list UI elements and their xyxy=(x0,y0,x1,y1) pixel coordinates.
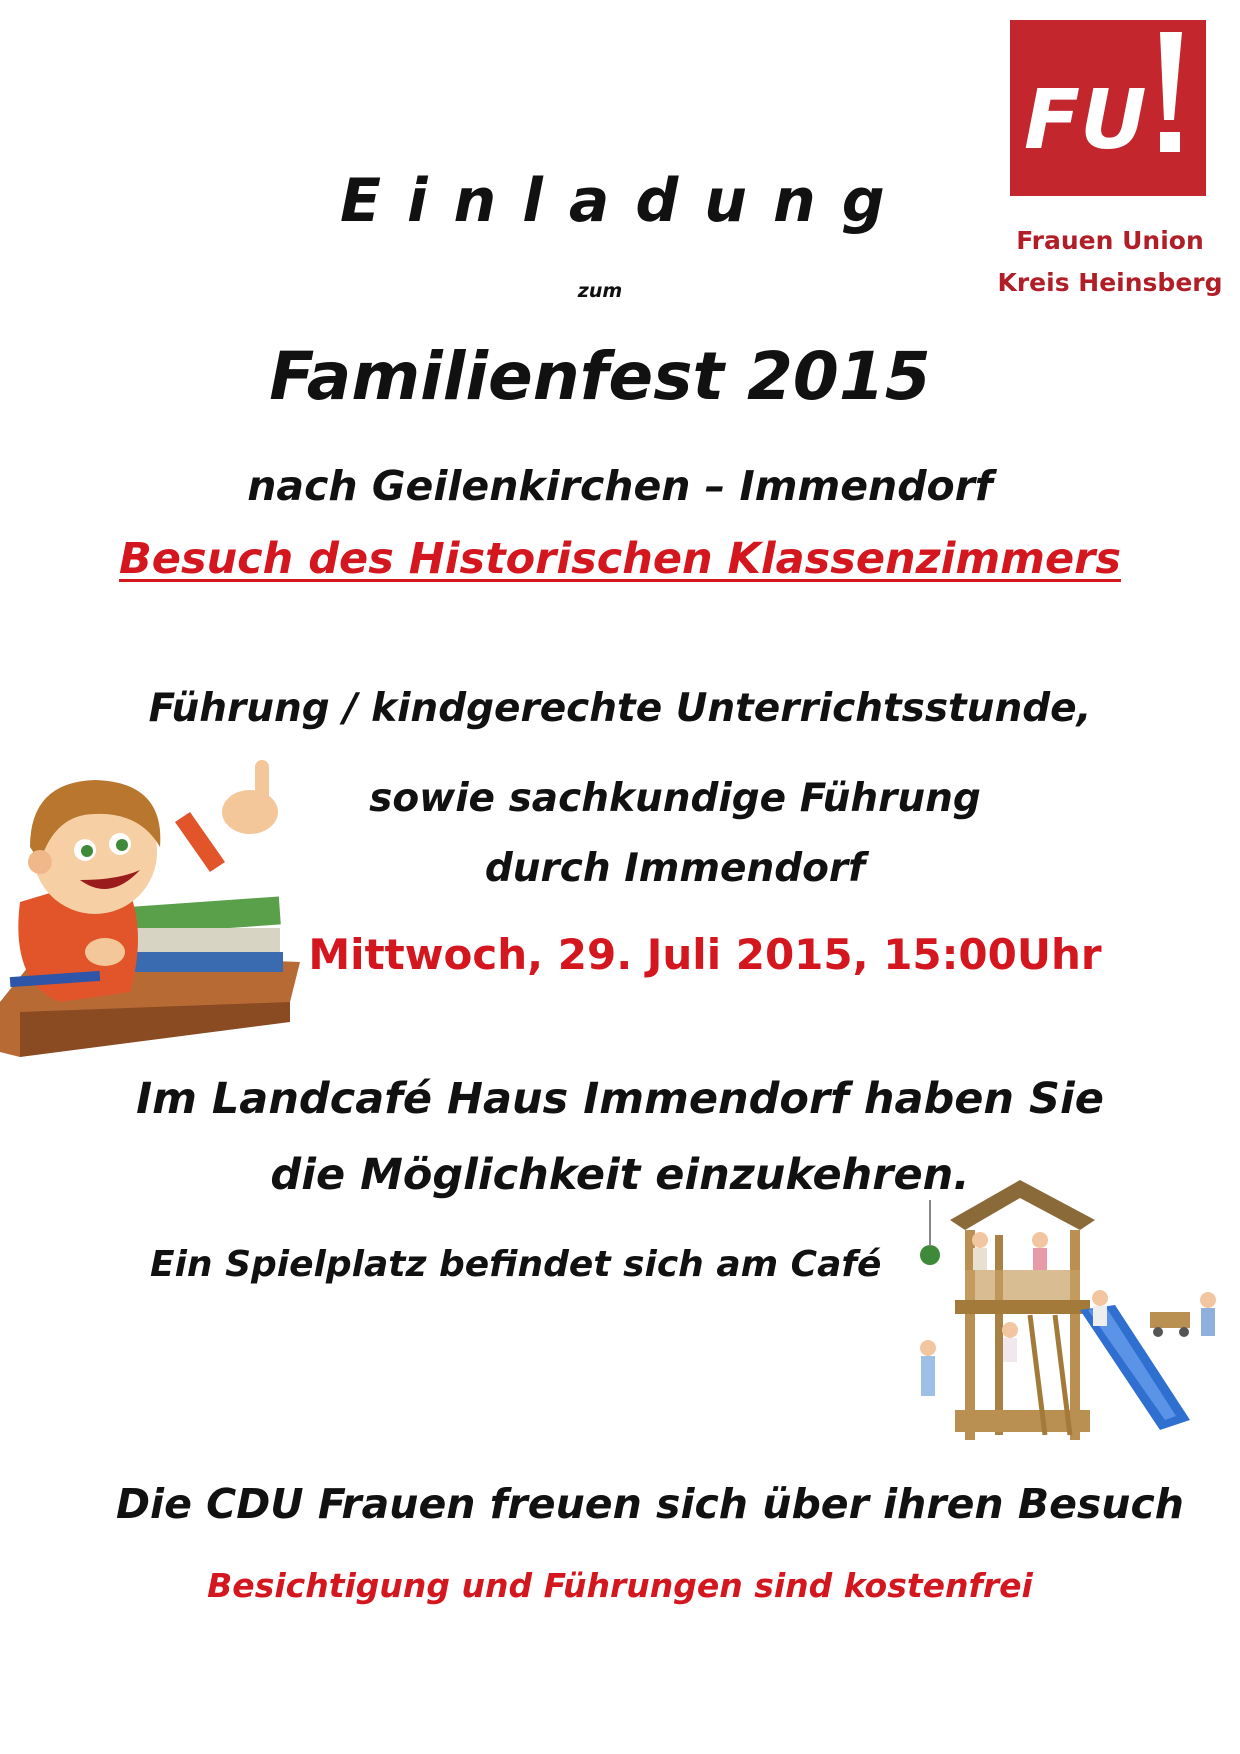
cafe-line-2: die Möglichkeit einzukehren. xyxy=(270,1150,970,1200)
invitation-title: Einladung xyxy=(340,166,911,236)
program-line-2: sowie sachkundige Führung xyxy=(369,776,981,821)
fu-logo xyxy=(1010,20,1206,196)
playground-text: Ein Spielplatz befindet sich am Café xyxy=(150,1244,882,1285)
destination-text: nach Geilenkirchen – Immendorf xyxy=(247,462,993,510)
playground-illustration xyxy=(910,1180,1230,1470)
date-time: Mittwoch, 29. Juli 2015, 15:00Uhr xyxy=(308,930,1102,979)
event-name: Familienfest 2015 xyxy=(269,338,931,415)
logo-caption-region: Kreis Heinsberg xyxy=(997,268,1223,297)
schoolboy-illustration xyxy=(0,752,340,1062)
program-line-1: Führung / kindgerechte Unterrichtsstunde, xyxy=(148,686,1092,731)
highlight-text: Besuch des Historischen Klassenzimmers xyxy=(119,534,1121,584)
logo-caption-organisation: Frauen Union xyxy=(1016,226,1204,255)
closing-text: Die CDU Frauen freuen sich über ihren Besuch xyxy=(116,1480,1184,1528)
fu-logo-graphic xyxy=(1010,20,1206,196)
cost-note: Besichtigung und Führungen sind kostenfrei xyxy=(207,1566,1033,1605)
title-prefix: zum xyxy=(577,280,623,302)
cafe-line-1: Im Landcafé Haus Immendorf haben Sie xyxy=(136,1074,1104,1124)
svg-text:FU: FU xyxy=(1024,73,1147,168)
program-line-3: durch Immendorf xyxy=(484,846,866,891)
